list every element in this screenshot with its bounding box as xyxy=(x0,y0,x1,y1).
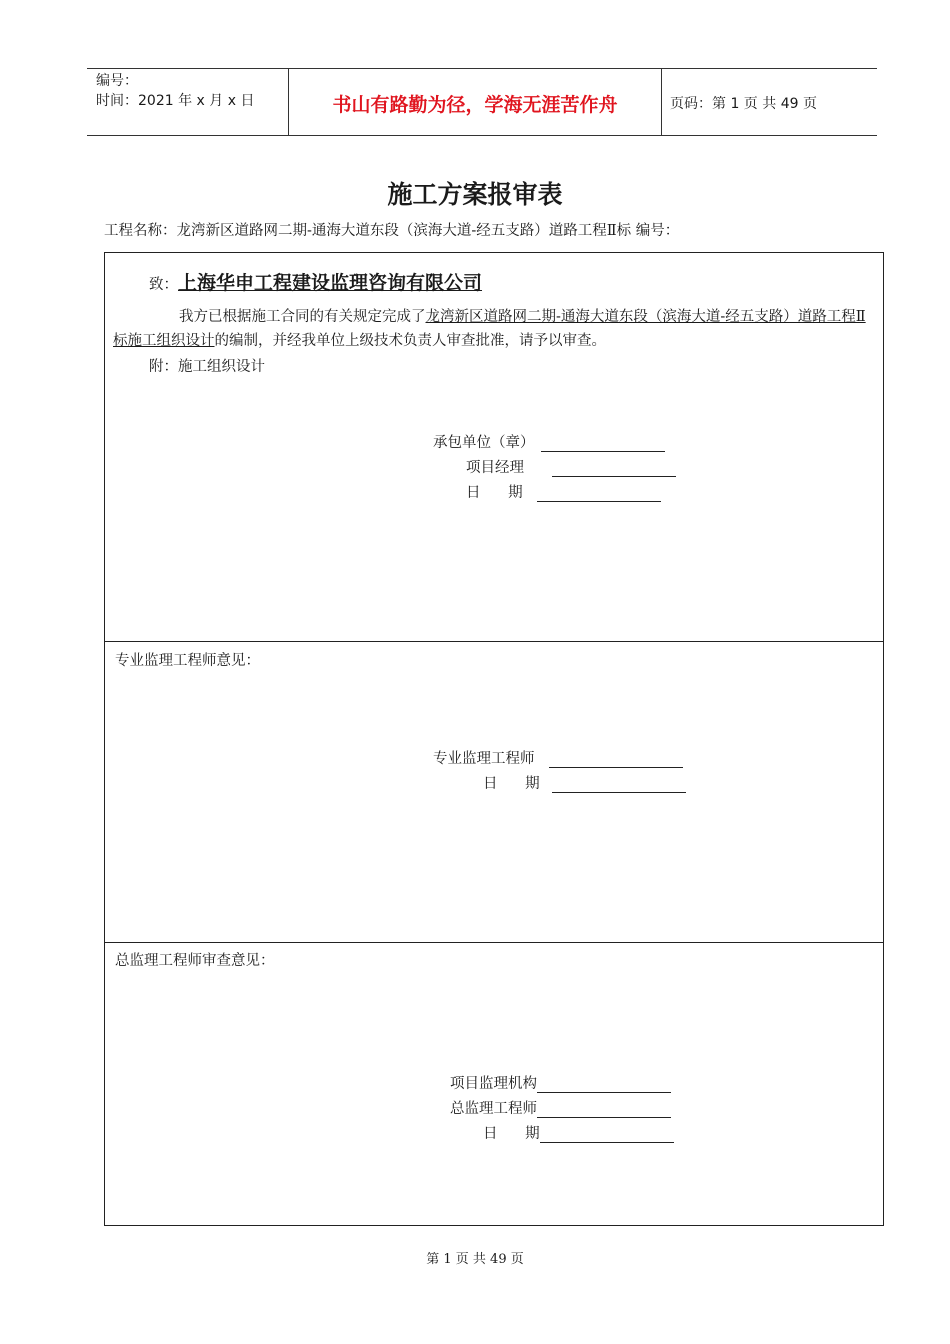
specialist-opinion-label: 专业监理工程师意见： xyxy=(115,653,260,669)
header-divider-right xyxy=(661,69,662,136)
section-divider-2 xyxy=(105,942,883,943)
addressee-line xyxy=(149,268,482,295)
date1-sign-field[interactable] xyxy=(537,485,661,502)
date3-sign-field[interactable] xyxy=(540,1126,674,1143)
org-sign-field[interactable] xyxy=(537,1076,671,1093)
org-label: 项目监理机构 xyxy=(450,1076,537,1092)
engineer-label: 专业监理工程师 xyxy=(433,751,535,767)
attachment-line: 附：施工组织设计 xyxy=(149,359,265,375)
org-sign-row xyxy=(450,1072,671,1093)
chief-label: 总监理工程师 xyxy=(450,1101,537,1117)
engineer-sign-field[interactable] xyxy=(549,751,683,768)
date2-label: 日 期 xyxy=(483,776,540,792)
addressee-prefix: 致： xyxy=(149,277,178,293)
contractor-sign-field[interactable] xyxy=(541,435,665,452)
header-time: 时间：2021 年 x 月 x 日 xyxy=(96,93,255,109)
pm-sign-row xyxy=(466,456,676,477)
date3-sign-row xyxy=(483,1122,674,1143)
review-form xyxy=(104,252,884,1226)
contractor-sign-row xyxy=(433,431,665,452)
chief-sign-row xyxy=(450,1097,671,1118)
pm-sign-field[interactable] xyxy=(552,460,676,477)
chief-sign-field[interactable] xyxy=(537,1101,671,1118)
submission-paragraph xyxy=(113,305,877,353)
section-divider-1 xyxy=(105,641,883,642)
header-meta xyxy=(96,71,254,111)
addressee-company: 上海华申工程建设监理咨询有限公司 xyxy=(178,272,483,294)
date3-label: 日 期 xyxy=(483,1126,540,1142)
header-motto: 书山有路勤为径，学海无涯苦作舟 xyxy=(332,94,618,116)
chief-opinion-label: 总监理工程师审查意见： xyxy=(115,953,275,969)
date1-label: 日 期 xyxy=(466,485,523,501)
para-underlined-title: 龙湾新区道路网二期-通海大道东段（滨海大道-经五支路）道路工程Ⅱ标施工组织设计 xyxy=(113,309,866,349)
page-footer: 第 1 页 共 49 页 xyxy=(426,1252,524,1267)
para-text-1: 我方已根据施工合同的有关规定完成了 xyxy=(179,309,426,325)
pm-label: 项目经理 xyxy=(466,460,524,476)
header-top-rule xyxy=(87,68,877,69)
header-number: 编号： xyxy=(96,73,138,89)
header-bottom-rule xyxy=(87,135,877,136)
project-name-line: 工程名称：龙湾新区道路网二期-通海大道东段（滨海大道-经五支路）道路工程Ⅱ标 编号： xyxy=(104,223,680,239)
engineer-sign-row xyxy=(433,747,683,768)
date2-sign-field[interactable] xyxy=(552,776,686,793)
header-page-number: 页码：第 1 页 共 49 页 xyxy=(670,96,817,112)
contractor-label: 承包单位（章） xyxy=(433,435,535,451)
date2-sign-row xyxy=(483,772,686,793)
date1-sign-row xyxy=(466,481,661,502)
document-title: 施工方案报审表 xyxy=(387,180,563,209)
para-text-2: 的编制，并经我单位上级技术负责人审查批准，请予以审查。 xyxy=(214,333,606,349)
